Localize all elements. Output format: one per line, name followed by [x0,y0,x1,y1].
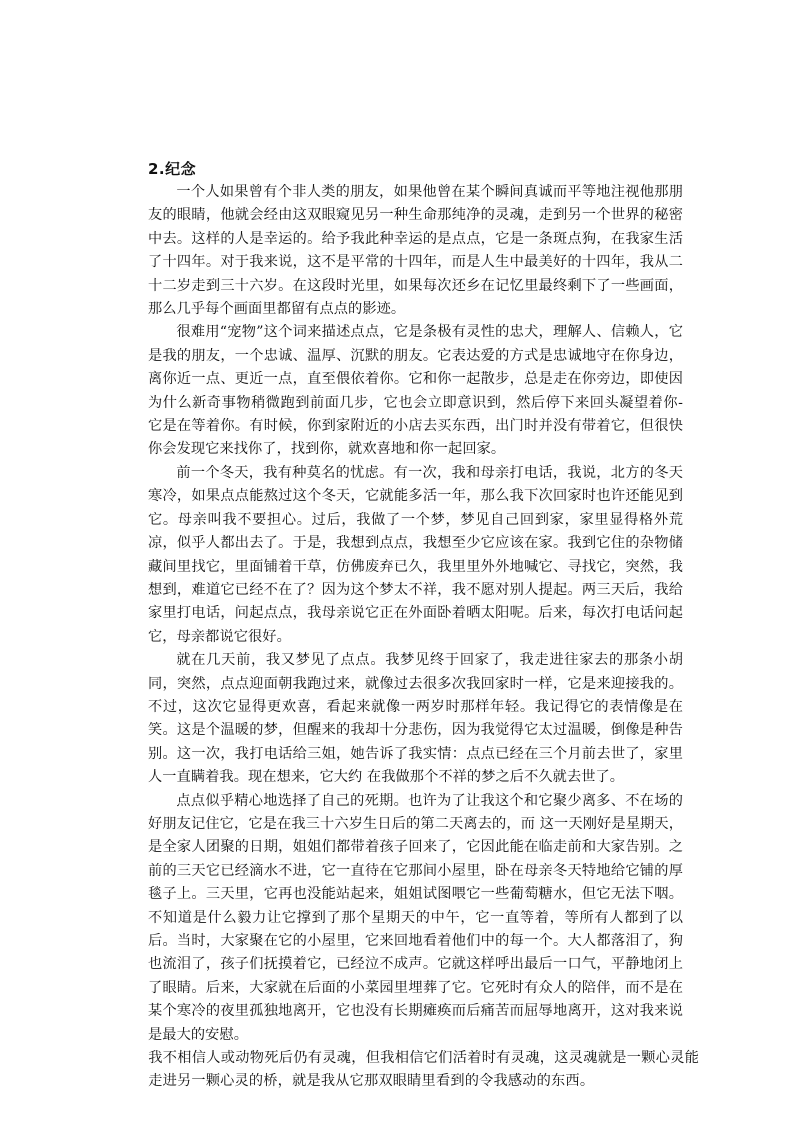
article-body [148,158,700,1094]
paragraph-2: 很难用“宠物”这个词来描述点点，它是条极有灵性的忠犬，理解人、信赖人，它是我的朋友，一个忠诚、温厚、沉默的朋友。它表达爱的方式是忠诚地守在你身边，离你近一点、更近一点，直至偎依着你。它和你一起散步，总是走在你旁边，即使因为什么新奇事物稍微跑到前面几步，它也会立即意识到，然后停下来回头凝望着你- 它是在等着你。有时候，你到家附近的小店去买东西，出门时并没有带着它，但很快你会发现它来找你了，找到你，就欢喜地和你一起回家。 [148,324,683,458]
paragraph-3: 前一个冬天，我有种莫名的忧虑。有一次，我和母亲打电话，我说，北方的冬天寒冷，如果点点能熬过这个冬天，它就能多活一年，那么我下次回家时也许还能见到它。母亲叫我不要担心。过后，我做了一个梦，梦见自己回到家，家里显得格外荒凉，似乎人都出去了。于是，我想到点点，我想至少它应该在家。我到它住的杂物储藏间里找它，里面铺着干草，仿佛废弃已久，我里里外外地喊它、寻找它，突然，我想到，难道它已经不在了？因为这个梦太不祥，我不愿对别人提起。两三天后，我给家里打电话，问起点点，我母亲说它正在外面卧着晒太阳呢。后来，每次打电话问起它，母亲都说它很好。 [148,464,683,645]
paragraph-6: 我不相信人或动物死后仍有灵魂，但我相信它们活着时有灵魂，这灵魂就是一颗心灵能走进另一颗心灵的桥，就是我从它那双眼睛里看到的令我感动的东西。 [148,1050,700,1090]
section-heading: 2.纪念 [148,160,197,178]
paragraph-5: 点点似乎精心地选择了自己的死期。也许为了让我这个和它聚少离多、不在场的好朋友记住它，它是在我三十六岁生日后的第二天离去的，而 这一天刚好是星期天，是全家人团聚的日期，姐姐们都带着孩子回来了，它因此能在临走前和大家告别。之前的三天它已经滴水不进，它一直待在它那间小屋里，卧在母亲冬天特地给它铺的厚毯子上。三天里，它再也没能站起来，姐姐试图喂它一些葡萄糖水，但它无法下咽。不知道是什么毅力让它撑到了那个星期天的中午，它一直等着，等所有人都到了以后。当时，大家聚在它的小屋里，它来回地看着他们中的每一个。大人都落泪了，狗也流泪了，孩子们抚摸着它，已经泣不成声。它就这样呼出最后一口气，平静地闭上了眼睛。后来，大家就在后面的小菜园里埋葬了它。它死时有众人的陪伴，而不是在某个寒冷的夜里孤独地离开，它也没有长期瘫痪而后痛苦而屈辱地离开，这对我来说是最大的安慰。 [148,792,683,1043]
paragraph-1: 一个人如果曾有个非人类的朋友，如果他曾在某个瞬间真诚而平等地注视他那朋友的眼睛，他就会经由这双眼窥见另一种生命那纯净的灵魂，走到另一个世界的秘密中去。这样的人是幸运的。给予我此种幸运的是点点，它是一条斑点狗，在我家生活了十四年。对于我来说，这不是平常的十四年，而是人生中最美好的十四年，我从二十二岁走到三十六岁。在这段时光里，如果每次还乡在记忆里最终剩下了一些画面，那么几乎每个画面里都留有点点的影迹。 [148,184,683,318]
paragraph-4: 就在几天前，我又梦见了点点。我梦见终于回家了，我走进往家去的那条小胡同，突然，点点迎面朝我跑过来，就像过去很多次我回家时一样，它是来迎接我的。不过，这次它显得更欢喜，看起来就像一两岁时那样年轻。我记得它的表情像是在笑。这是个温暖的梦，但醒来的我却十分悲伤，因为我觉得它太过温暖，倒像是种告别。这一次，我打电话给三姐，她告诉了我实情：点点已经在三个月前去世了，家里人一直瞒着我。现在想来，它大约 在我做那个不祥的梦之后不久就去世了。 [148,652,683,786]
